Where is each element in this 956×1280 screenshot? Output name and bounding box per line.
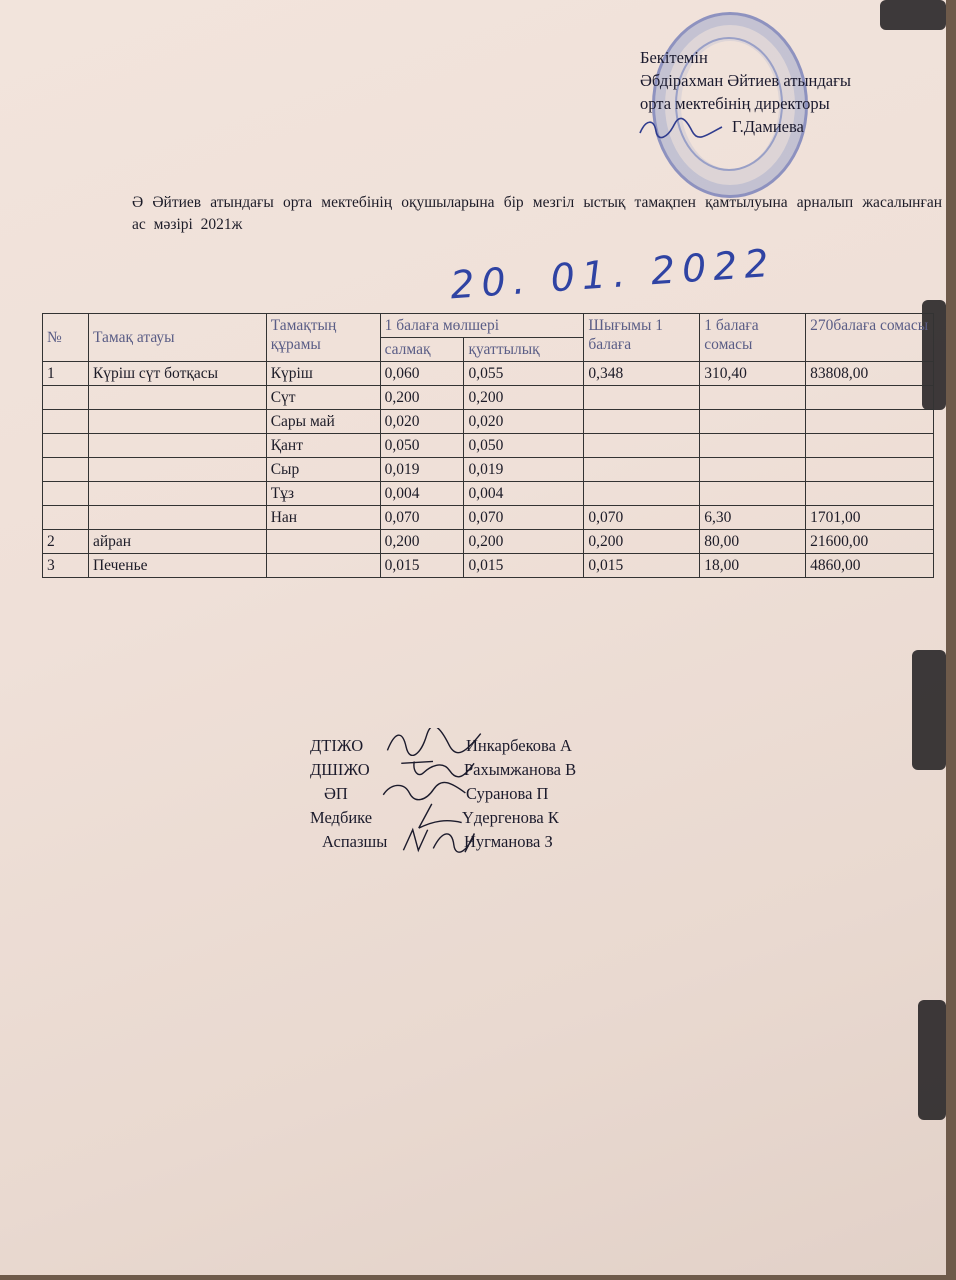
cell-num: [43, 458, 89, 482]
cell-num: [43, 410, 89, 434]
header-price-total: 270балаға сомасы: [806, 314, 934, 362]
cell-power: 0,015: [464, 554, 584, 578]
cell-price-total: [806, 410, 934, 434]
signatures-block: [310, 734, 576, 854]
cell-name: [88, 506, 266, 530]
table-row: [43, 386, 934, 410]
cell-name: [88, 386, 266, 410]
cell-price-one: [700, 410, 806, 434]
cell-num: [43, 434, 89, 458]
cell-num: 2: [43, 530, 89, 554]
cell-name: [88, 434, 266, 458]
cell-weight: 0,019: [380, 458, 464, 482]
cell-num: 3: [43, 554, 89, 578]
cell-num: [43, 386, 89, 410]
header-composition: Тамақтың құрамы: [266, 314, 380, 362]
cell-power: 0,004: [464, 482, 584, 506]
cell-name: Печенье: [88, 554, 266, 578]
cell-price-one: [700, 434, 806, 458]
right-edge-smudge: [918, 1000, 946, 1120]
approval-line: орта мектебінің директоры: [640, 94, 830, 113]
cell-output: 0,070: [584, 506, 700, 530]
signature-name: Нугманова З: [464, 832, 553, 851]
table-row: [43, 434, 934, 458]
cell-ingredient: Тұз: [266, 482, 380, 506]
cell-price-total: [806, 458, 934, 482]
table-row: [43, 362, 934, 386]
cell-ingredient: [266, 554, 380, 578]
approval-block: [640, 46, 851, 138]
cell-power: 0,055: [464, 362, 584, 386]
header-num: №: [43, 314, 89, 362]
table-row: [43, 458, 934, 482]
document-title: Ә Әйтиев атындағы орта мектебінің оқушыларына бір мезгіл ыстық тамақпен қамтылуына арналып жасалынған ас мәзірі 2021ж: [132, 194, 942, 233]
header-price-one: 1 балаға сомасы: [700, 314, 806, 362]
cell-power: 0,050: [464, 434, 584, 458]
director-signature: [636, 115, 726, 141]
cell-name: айран: [88, 530, 266, 554]
top-right-smudge: [880, 0, 946, 30]
cell-name: Күріш сүт ботқасы: [88, 362, 266, 386]
handwritten-date: 20. 01. 2022: [448, 240, 777, 308]
table-row: [43, 530, 934, 554]
cell-ingredient: Сүт: [266, 386, 380, 410]
table-header-row: [43, 314, 934, 338]
cell-output: 0,200: [584, 530, 700, 554]
cell-power: 0,019: [464, 458, 584, 482]
table-row: [43, 482, 934, 506]
cell-num: [43, 506, 89, 530]
cell-name: [88, 458, 266, 482]
cell-weight: 0,200: [380, 530, 464, 554]
signature-name: Рахымжанова В: [464, 760, 577, 779]
cell-power: 0,070: [464, 506, 584, 530]
cell-price-total: 21600,00: [806, 530, 934, 554]
signature-name: Суранова П: [466, 784, 549, 803]
approval-line: Бекітемін: [640, 48, 708, 67]
cell-power: 0,020: [464, 410, 584, 434]
header-name: Тамақ атауы: [88, 314, 266, 362]
cell-price-total: 4860,00: [806, 554, 934, 578]
table-row: [43, 554, 934, 578]
header-output: Шығымы 1 балаға: [584, 314, 700, 362]
cell-output: [584, 458, 700, 482]
cell-output: [584, 410, 700, 434]
cell-name: [88, 410, 266, 434]
cell-price-total: [806, 482, 934, 506]
cell-price-one: 6,30: [700, 506, 806, 530]
cell-output: 0,015: [584, 554, 700, 578]
approval-line: Әбдірахман Әйтиев атындағы: [640, 71, 851, 90]
cell-price-one: [700, 458, 806, 482]
cell-name: [88, 482, 266, 506]
cell-output: 0,348: [584, 362, 700, 386]
right-edge-smudge: [912, 650, 946, 770]
table-row: [43, 506, 934, 530]
cell-price-one: 310,40: [700, 362, 806, 386]
cell-price-one: 18,00: [700, 554, 806, 578]
cell-weight: 0,200: [380, 386, 464, 410]
cell-price-total: [806, 386, 934, 410]
header-power: қуаттылық: [464, 338, 584, 362]
cell-ingredient: Күріш: [266, 362, 380, 386]
approval-director: Г.Дамиева: [640, 115, 851, 138]
cell-ingredient: Сыр: [266, 458, 380, 482]
cell-weight: 0,070: [380, 506, 464, 530]
header-per-child: 1 балаға мөлшері: [380, 314, 584, 338]
cell-ingredient: Қант: [266, 434, 380, 458]
cell-power: 0,200: [464, 530, 584, 554]
cell-weight: 0,004: [380, 482, 464, 506]
cell-output: [584, 386, 700, 410]
cell-output: [584, 482, 700, 506]
cell-price-one: 80,00: [700, 530, 806, 554]
cell-weight: 0,050: [380, 434, 464, 458]
cell-price-one: [700, 386, 806, 410]
signature-role: ДШІЖО: [310, 760, 370, 779]
signature-role: Медбике: [310, 808, 373, 827]
signature-name: Үдергенова К: [462, 808, 559, 827]
table-row: [43, 410, 934, 434]
cell-ingredient: [266, 530, 380, 554]
cell-price-total: 1701,00: [806, 506, 934, 530]
signature-role: Аспазшы: [322, 832, 388, 851]
cell-weight: 0,015: [380, 554, 464, 578]
signature-name: Инкарбекова А: [466, 736, 572, 755]
signature-role: ДТІЖО: [310, 736, 364, 755]
cell-weight: 0,060: [380, 362, 464, 386]
cell-output: [584, 434, 700, 458]
cell-power: 0,200: [464, 386, 584, 410]
cell-price-total: [806, 434, 934, 458]
header-weight: салмақ: [380, 338, 464, 362]
cell-price-total: 83808,00: [806, 362, 934, 386]
cell-weight: 0,020: [380, 410, 464, 434]
cell-num: [43, 482, 89, 506]
signature-scribble: [380, 728, 490, 756]
cell-num: 1: [43, 362, 89, 386]
cell-ingredient: Сары май: [266, 410, 380, 434]
signature-scribble: [396, 826, 506, 854]
menu-table: [42, 313, 934, 578]
cell-ingredient: Нан: [266, 506, 380, 530]
signature-role: ӘП: [324, 784, 348, 803]
cell-price-one: [700, 482, 806, 506]
